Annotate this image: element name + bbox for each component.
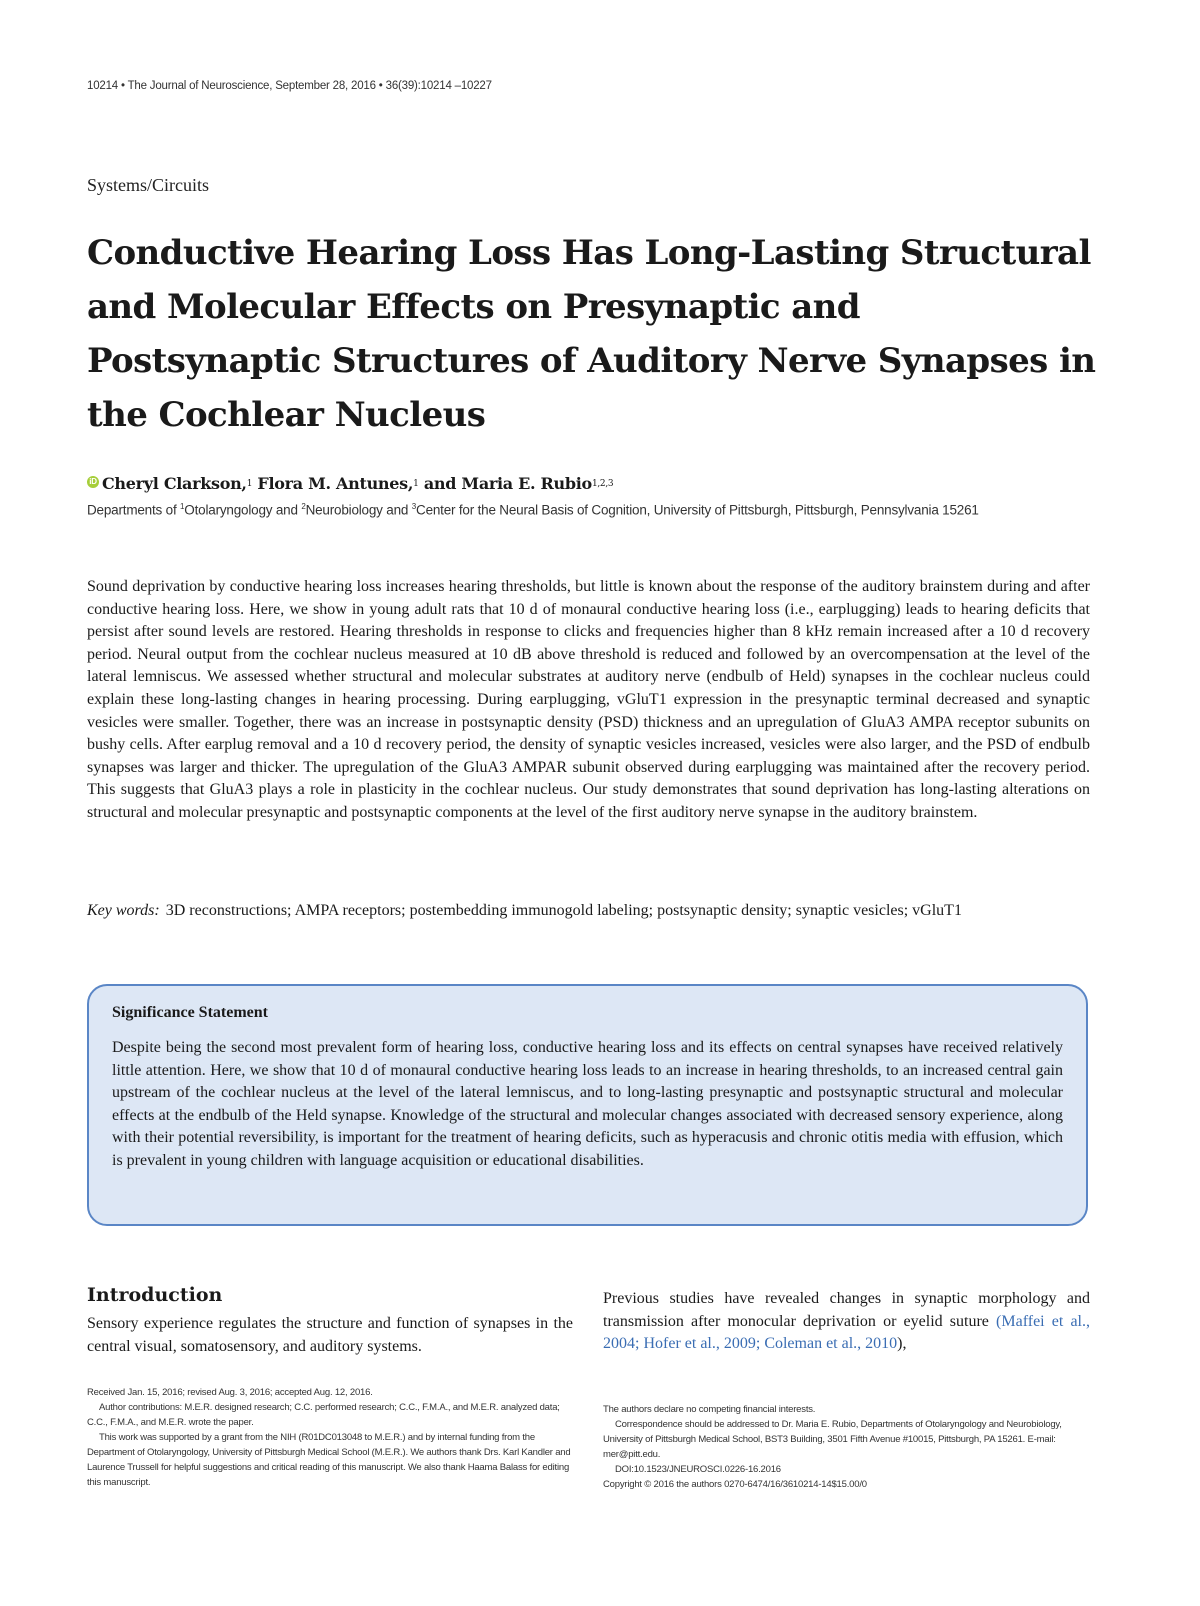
footnote-correspondence: Correspondence should be addressed to Dr. Maria E. Rubio, Departments of Otolaryngology and Neurobiology, University of Pittsburgh Medical School, BST3 Building, 3501 Fifth Avenue #10015, Pittsburgh, PA 15261. E-mail: mer@pitt.edu. [603,1419,1062,1460]
introduction-heading: Introduction [87,1284,223,1306]
author-name: and Maria E. Rubio [423,474,592,493]
author-list [87,474,613,493]
author-name: Cheryl Clarkson, [102,474,247,493]
keywords [87,900,1090,923]
affiliation-sup: 3 [411,502,417,511]
intro-right-text: Previous studies have revealed changes in synaptic morphology and transmission after monocular deprivation or eyelid suture [603,1290,1090,1330]
cite-paren: ), [897,1335,907,1353]
citation-link[interactable]: Hofer et al., 2009 [643,1335,756,1353]
article-title: Conductive Hearing Loss Has Long-Lasting Structural and Molecular Effects on Presynaptic and Postsynaptic Structures of Auditory Nerve Synapses in the Cochlear Nucleus [87,233,1096,435]
footnotes-right [603,1402,1090,1492]
introduction-right-column [603,1288,1090,1356]
author-affil-sup: 1,2,3 [591,478,614,489]
affiliation-text: Center for the Neural Basis of Cognition, University of Pittsburgh, Pittsburgh, Pennsylvania 15261 [416,502,979,518]
author-name: Flora M. Antunes, [257,474,414,493]
citation-link[interactable]: Maffei et al., 2004 [603,1312,1091,1353]
footnote-contributions: Author contributions: M.E.R. designed research; C.C. performed research; C.C., F.M.A., and M.E.R. analyzed data; C.C., F.M.A., and M.E.R. wrote the paper. [87,1402,560,1428]
keywords-list: 3D reconstructions; AMPA receptors; postembedding immunogold labeling; postsynaptic density; synaptic vesicles; vGluT1 [165,902,962,919]
cite-separator: ; [755,1335,765,1353]
footnotes-left [87,1385,573,1490]
affiliation-sup: 2 [301,502,306,511]
affiliation-sup: 1 [180,502,185,511]
author-affil-sup: 1 [246,478,253,489]
orcid-icon[interactable]: iD [87,476,99,488]
introduction-left-column: Sensory experience regulates the structure and function of synapses in the central visual, somatosensory, and auditory systems. [87,1315,573,1355]
footnote-competing-interests: The authors declare no competing financial interests. [603,1404,816,1415]
section-tag: Systems/Circuits [87,175,210,195]
footnote-copyright: Copyright © 2016 the authors 0270-6474/16/3610214-14$15.00/0 [603,1479,867,1490]
abstract: Sound deprivation by conductive hearing loss increases hearing thresholds, but little is known about the response of the auditory brainstem during and after conductive hearing loss. Here, we show in young adult rats that 10 d of monaural conductive hearing loss (i.e., earplugging) leads to hearing deficits that persist after sound levels are restored. Hearing thresholds in response to clicks and frequencies higher than 8 kHz remain increased after a 10 d recovery period. Neural output from the cochlear nucleus measured at 10 dB above threshold is reduced and followed by an overcompensation at the level of the lateral lemniscus. We assessed whether structural and molecular substrates at auditory nerve (endbulb of Held) synapses in the cochlear nucleus could explain these long-lasting changes in hearing processing. During earplugging, vGluT1 expression in the presynaptic terminal decreased and synaptic vesicles were smaller. Together, there was an increase in postsynaptic density (PSD) thickness and an upregulation of GluA3 AMPA receptor subunits on bushy cells. After earplug removal and a 10 d recovery period, the density of synaptic vesicles increased, vesicles were also larger, and the PSD of endbulb synapses was larger and thicker. The upregulation of the GluA3 AMPAR subunit observed during earplugging was maintained after the recovery period. This suggests that GluA3 plays a role in plasticity in the cochlear nucleus. Our study demonstrates that sound deprivation has long-lasting alterations on structural and molecular presynaptic and postsynaptic components at the level of the first auditory nerve synapse in the auditory brainstem. [87,578,1090,821]
cite-separator: ; [635,1335,644,1353]
keywords-label: Key words: [87,902,160,919]
running-head: 10214 • The Journal of Neuroscience, September 28, 2016 • 36(39):10214 –10227 [87,80,492,92]
affiliation-text: Departments of [87,502,181,518]
author-affil-sup: 1 [413,478,419,489]
affiliation [87,502,1107,518]
footnote-funding: This work was supported by a grant from the NIH (R01DC013048 to M.E.R.) and by internal funding from the Department of Otolaryngology, University of Pittsburgh Medical School (M.E.R.). We authors thank Drs. Karl Kandler and Laurence Trussell for helpful suggestions and critical reading of this manuscript. We also thank Haama Balass for editing this manuscript. [87,1432,571,1488]
significance-title: Significance Statement [112,1004,268,1021]
cite-paren: ( [996,1312,1002,1330]
affiliation-text: Otolaryngology and [184,502,302,518]
footnote-doi: DOI:10.1523/JNEUROSCI.0226-16.2016 [615,1464,781,1475]
footnote-received: Received Jan. 15, 2016; revised Aug. 3, 2016; accepted Aug. 12, 2016. [87,1387,373,1398]
affiliation-text: Neurobiology and [305,502,412,518]
significance-text: Despite being the second most prevalent form of hearing loss, conductive hearing loss and its effects on central synapses have received relatively little attention. Here, we show that 10 d of monaural conductive hearing loss leads to an increase in hearing thresholds, to an increased central gain upstream of the cochlear nucleus at the level of the lateral lemniscus, and to long-lasting presynaptic and postsynaptic structural and molecular effects at the endbulb of the Held synapse. Knowledge of the structural and molecular changes associated with decreased sensory experience, along with their potential reversibility, is important for the treatment of hearing deficits, such as hyperacusis and chronic otitis media with effusion, which is prevalent in young children with language acquisition or educational disabilities. [112,1039,1063,1169]
citation-link[interactable]: Coleman et al., 2010 [764,1335,898,1353]
